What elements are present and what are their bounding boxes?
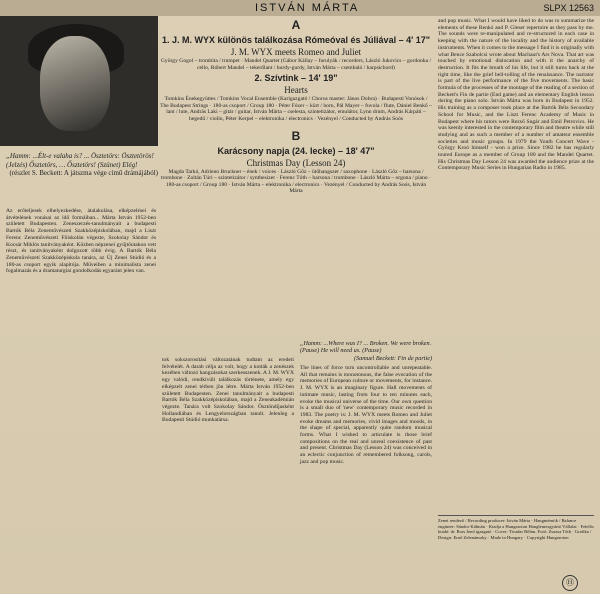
photo-face bbox=[40, 36, 110, 131]
side-a-label: A bbox=[291, 18, 301, 32]
track2-credits: Tomkins Énekegyüttes / Tomkins Vocal Ensemble (Karigazgató / Chorus master: János Dobra) · Budapesti Vonósok / The Budapest Strings · 180-as csoport / Group 180 · Péter Fózer – kürt / horn, Pál Mayer – fuvola / flute, Dániel Benkő – lant / lute, András Laki – gitár / guitar, István Márta – cselesta, szintetizátor, emulátor, Lynn drum, András Kárpáti – hegedű / violin, Péter Kerpel – elektronika / electronics · Vezényel / Conducted by András Soós bbox=[160, 96, 432, 122]
track-listing bbox=[160, 18, 432, 195]
quote-attribution: (részlet S. Beckett: A játszma vége című drámájából) bbox=[9, 169, 158, 177]
track2-title: 2. Szívtink – 14' 19" bbox=[254, 73, 338, 84]
hungaroton-logo-icon: Ⓗ bbox=[562, 575, 578, 591]
body-column-1: Az erőteljesek elhelyezkedése, átalakulása, elképzelései és átvételének vonásai az idő formáiban... Márta István 1952-ben született Budapesten. Zeneszerzés-tanulmányait a budapesti Bartók Béla Zeneművészeti Szakközépiskolában, majd a Liszt Ferenc Zeneművészeti Főiskolán végezte, Szokolay Sándor és Kocsár Miklós tanítványaként. Közben népzenei gyűjtőutakon vett részt, és tanítványaként dolgozott több évig. A Bartók Béla Zeneművészeti Szakközépiskola tanára, az Új Zenei Stúdió és a 180-as csoport egyik alapítója. Műveiben a minimalista zenei fogalmazás és a dramaturgiai gondolkodás egyaránt jelen van. bbox=[6, 208, 156, 275]
quote-text: „Hamm: ...Élt-e valaha is? ... Ösztetörs: Ösztetörös! (Jelzés) Ősztetörs, … Ősztetörs! (Szünet) Elég! bbox=[6, 152, 154, 169]
composer-name: ISTVÁN MÁRTA bbox=[255, 2, 360, 14]
catalog-number: SLPX 12563 bbox=[543, 3, 594, 13]
production-credits: Zenei rendező / Recording producer: István Márta · Hangmérnök / Balance engineer: Sándor Kálmán · Kiadja a Hungaroton Hanglemezgyártó Vállalat · Felelős kiadó: dr. Bors Jenő igazgató · Cover: Tivadar Bőhm, Fotó: Zsuzsa Tóth · Grafika / Design: Ernő Zelenánszky · Made in Hungary · Copyright Hungaroton bbox=[438, 515, 594, 540]
side-b-label: B bbox=[291, 128, 301, 143]
track1-credits: György Gogol – trombita / trumpet · Mandel Quartet (Gábor Kállay – furulyák / recorders, László Jukovics – gordonka / cello, Róbert Mandel – tekerőlant / hurdy-gurdy, István Márta – csembaló / harpsichord) bbox=[160, 58, 432, 71]
quote2-attribution: (Samuel Beckett: Fin de partie) bbox=[354, 354, 432, 362]
side-b-track-english: Christmas Day (Lesson 24) bbox=[246, 157, 346, 168]
body-column-2: tok sokszorosítási változatának tudtam az eredeti felvételét. A darab célja az volt, hogy a kották a zenészek kezében változó hangzásokat szerkesszenek. A J. M. WYX egy valódi, rendkívüli találkozás története, amely egy elképzelt zenei térben jön létre. Márta István 1952-ben született Budapesten. Zenei tanulmányait a budapesti Bartók Béla Szakközépiskolában, majd a Zeneakadémián végezte. Tanára volt Szokolay Sándor. Ösztöndíjasként Hollandiában és Lengyelországban tanult. Jelenleg a Budapesti Stúdió munkatársa. bbox=[162, 357, 294, 424]
side-b-track-credits: Magda Tarkó, Adrienn Bruckner – ének / voices · László Gőz – ütőhangszer / saxophone · László Gőz – harsona / trombone · Zoltán Túri – szintetizátor / synthesizer · Ferenc Tóth – harsona / trombone · László Márta – orgona / piano · 180-as csoport / Group 180 · István Márta – elektronika / electronics · Vezényel / Conducted by András Soós, István Márta bbox=[161, 168, 431, 195]
beckett-quote bbox=[6, 152, 158, 178]
track1-english: J. M. WYX meets Romeo and Juliet bbox=[230, 47, 362, 57]
body-column-3: The lines of force turn uncontrollable and unrepeatable. All that remains is monotonous, the false evocation of the memories of European culture or movements, for instance. J. M. WYX is an imaginary figure. Hall movements of intimate music, lasting from four to ten minutes each, evoke the musical universe of the time. Our own question is a small duo of 'new' contemporary music recorded in 1983. The poetry is: J. M. WYX meets Romeo and Juliet evoke dreams and memories, vivid images and moods, in the shape of special, apparently quite random musical forms. What I wished to articulate is those brief compositions on the real and unreal coexistence of past and present. Christmas Day (Lesson 24) was conceived in an eclectic conjunction of remembered folksong, carols, jazz and pop music. bbox=[300, 365, 432, 465]
composer-photo bbox=[0, 16, 158, 146]
beckett-quote-english bbox=[300, 340, 432, 362]
track1-title: 1. J. M. WYX különös találkozása Rómeóval és Júliával – 4' 17" bbox=[161, 35, 431, 45]
side-b-track-title: Karácsony napja (24. lecke) – 18' 47" bbox=[217, 145, 375, 156]
body-column-4: and pop music. What I would have liked to do was to summarize the elements of these Renkó and P. Gleser repertoire as they pass by me. The sounds were re-manipulated and re-structured in each case in keeping with the nature of the locality and the history of available instruments. When it comes to the message I find it is originally with what Bence Szabolcsi wrote about Machaut's Ars Nova. That art was touched by emotional dislocation and with it the anarchy of destruction. It fits the breath of his life, but it still turns back at the right time, like the grief bell-tolling of the renaissance. The narrator is part of the live performance of the five movements. The basic formula of the processes of the montage of the reading of a section of Beckett's Fin de partie (End game) and an elementary English lesson during the piano solo. István Márta was born in Budapest in 1952. His training as a composer took place at the Bartók Béla Secondary School for Music, and the Liszt Ferenc Academy of Music in Budapest where his tutors were Rezső Sugár and Emil Petrovics. He was keenly interested in the contemporary film and theatre while still studying and as such a member of a number of amateur ensemble societies and music groups. In 1979 the Youth Concert Wave - György Kroó himself - won a prize. Since 1982 he has regularly toured Europe as a member of Group 180 and the Mandel Quartet. His Christmas Day Lesson 24 was awarded the audience prize at the Contemporary Music Series in Hungarian Radio in 1985. bbox=[438, 18, 594, 172]
track2-english: Hearts bbox=[284, 85, 308, 96]
quote2-text: „Hamm: ...Where was I? ... Broken. We were broken. (Pause) He will need us. (Pause) bbox=[300, 340, 432, 355]
